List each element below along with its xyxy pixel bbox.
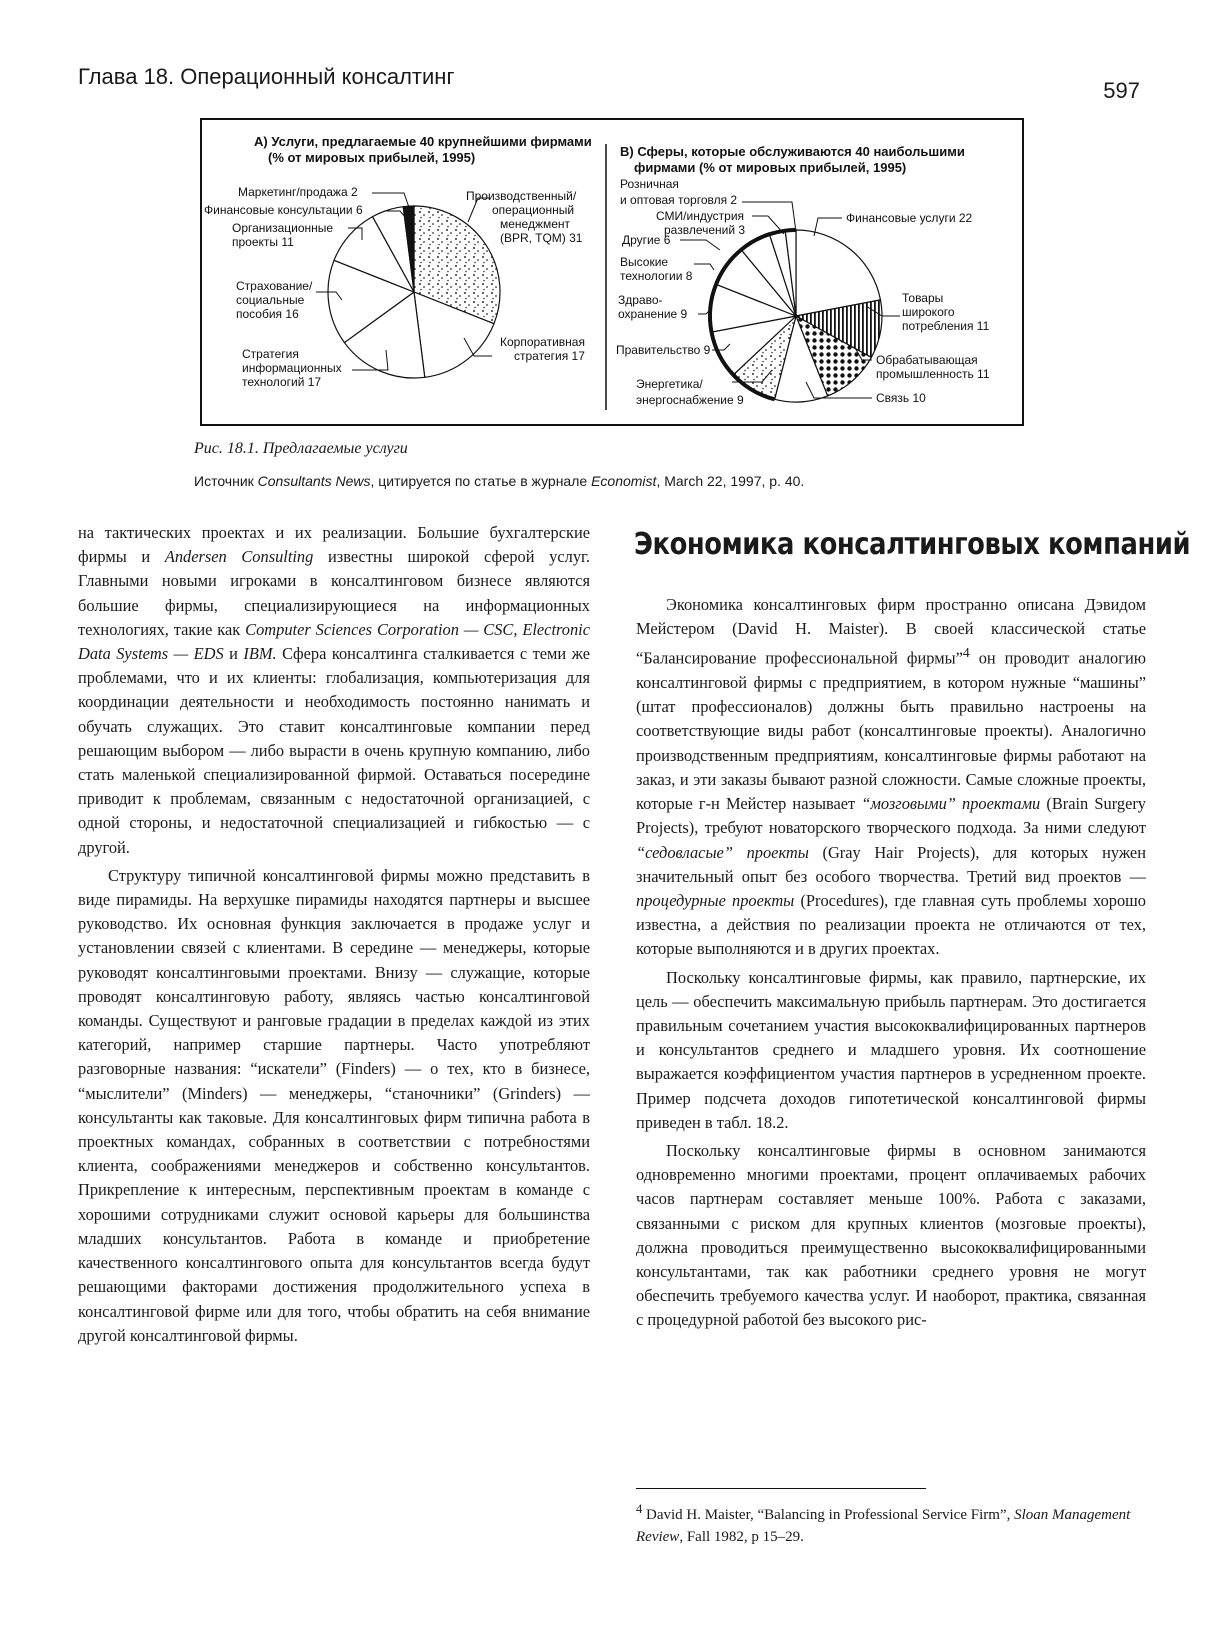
italic-run: “мозговыми” проектами	[861, 794, 1041, 814]
text-run: , Fall 1982, p 15–29.	[679, 1529, 804, 1545]
italic-run: IBM.	[243, 644, 277, 664]
label-consumer-2: широкого	[902, 305, 955, 319]
label-corp-1: Корпоративная	[500, 335, 585, 349]
section-heading: Экономика консалтинговых компаний	[634, 527, 1191, 562]
text-run: известны широкой сферой услуг. Главными новыми игроками в консалтинговом бизнесе являются большие фирмы, специализирующиеся на информационных технологиях, такие как	[78, 547, 590, 639]
label-insurance-1: Страхование/	[236, 279, 313, 293]
label-marketing: Маркетинг/продажа 2	[238, 185, 358, 199]
label-media-2: развлечений 3	[664, 223, 746, 237]
label-manuf-1: Обрабатывающая	[876, 353, 978, 367]
page-number: 597	[1103, 78, 1140, 103]
source-journal: Economist	[591, 473, 657, 489]
figure-source	[194, 473, 804, 489]
pie-rim-розничная-и-оптовая-торговля	[785, 230, 796, 231]
label-corp-2: стратегия 17	[514, 349, 585, 363]
label-prod-2: операционный	[492, 203, 575, 217]
label-insurance-2: социальные	[236, 293, 305, 307]
text-run: (Brain Surgery Projects), требуют новаторского творческого подхода. За ними следуют	[636, 794, 1146, 838]
label-insurance-3: пособия 16	[236, 307, 299, 321]
label-fin-services: Финансовые услуги 22	[846, 211, 973, 225]
right-column	[636, 593, 1146, 1333]
text-run: и	[223, 644, 244, 664]
label-prod-4: (BPR, TQM) 31	[500, 231, 583, 245]
italic-run: процедурные проекты	[636, 890, 795, 910]
figure-box	[200, 118, 1024, 426]
label-health-2: охранение 9	[618, 307, 688, 321]
label-hitech-2: технологии 8	[620, 269, 693, 283]
label-other: Другие 6	[622, 233, 671, 247]
right-paragraph-1	[636, 593, 1146, 962]
label-prod-3: менеджмент	[500, 217, 571, 231]
text-run: Сфера консалтинга сталкивается с теми же проблемами, что и их клиенты: глобализация, компьютеризация для координации деятельности и необходимость постоянно нанимать и обучать служащих. Это ставит консалтинговые компании перед решающим выбором — либо вырасти в очень крупную компанию, либо стать маленькой специализированной фирмой. Оставаться посередине приводит к проблемам, связанным с недостаточной организацией, с одной стороны, и недостаточной специализацией и гибкостью — с другой.	[78, 644, 590, 857]
text-run: Экономика консалтинговых фирм пространно описана Дэвидом Мейстером (David H. Maister). В своей классической статье “Балансирование профессиональной фирмы”	[636, 595, 1146, 668]
label-consumer-3: потребления 11	[902, 319, 990, 333]
text-run: на тактических проектах и их реализации. Большие бухгалтерские фирмы и	[78, 523, 590, 567]
source-name: Consultants News	[257, 473, 371, 489]
text-run: (Procedures), где главная суть проблемы хорошо известна, а действия по реализации проекта не отличаются от тех, которые выполняются и в других проектах.	[636, 890, 1146, 959]
chart-b-title-2: фирмами (% от мировых прибылей, 1995)	[634, 160, 907, 175]
italic-run: Computer Sciences Corporation — CSC, Electronic Data Systems — EDS	[78, 619, 590, 664]
label-government: Правительство 9	[616, 343, 711, 357]
source-mid: , цитируется по статье в журнале	[370, 473, 592, 489]
label-retail-2: и оптовая торговля 2	[620, 193, 738, 207]
label-org-2: проекты 11	[232, 235, 294, 249]
right-paragraph-3: Поскольку консалтинговые фирмы в основном занимаются одновременно многими проектами, процент оплачиваемых рабочих часов партнерам составляет меньше 100%. Работа с заказами, связанными с риском для крупных клиентов (мозговые проекты), должна проводиться преимущественно высококвалифицированными консультантами, так как работники среднего уровня не могут обеспечить требуемого качества услуг. И наоборот, практика, связанная с процедурной работой без высокого рис-	[636, 1140, 1146, 1330]
pie-b	[710, 230, 882, 402]
left-paragraph-2: Структуру типичной консалтинговой фирмы можно представить в виде пирамиды. На верхушке пирамиды находятся партнеры и высшее руководство. Их основная функция заключается в продаже услуг и установлении связей с клиентами. В середине — менеджеры, которые руководят консалтинговыми проектами. Внизу — служащие, которые проводят консалтинговую работу, являясь частью консалтинговой команды. Существуют и ранговые градации в пределах каждой из этих категорий, например старшие партнеры. Часто употребляют разговорные названия: “искатели” (Finders) — о тех, кто в бизнесе, “мыслители” (Minders) — менеджеры, “станочники” (Grinders) — консультанты как таковые. Для консалтинговых фирм типична работа в проектных командах, собранных в соответствии с потребностями клиента, соображениями менеджеров и собственно консультантов. Прикрепление к интересным, перспективным проектам в команде с хорошими сотрудниками служит основой карьеры для большинства младших консультантов. Работа в команде и приобретение качественного консалтингового опыта для консультантов всегда будут решающими факторами достижения продолжительного успеха в консалтинговой фирме или для того, чтобы обратить на себя внимание другой консалтинговой фирмы.	[78, 865, 590, 1345]
figure-caption: Рис. 18.1. Предлагаемые услуги	[194, 440, 408, 457]
right-paragraph-2: Поскольку консалтинговые фирмы, как правило, партнерские, их цель — обеспечить максимальную прибыль партнерам. Это достигается правильным сочетанием участия высококвалифицированных партнеров и консультантов среднего и младшего уровня. Их соотношение выражается коэффициентом участия партнеров в усредненном проекте. Пример подсчета доходов гипотетической консалтинговой фирмы приведен в табл. 18.2.	[636, 967, 1146, 1132]
label-energy-2: энергоснабжение 9	[636, 393, 744, 407]
label-communications: Связь 10	[876, 391, 926, 405]
footnote-number: 4	[636, 1502, 643, 1516]
chapter-header: Глава 18. Операционный консалтинг	[78, 64, 455, 89]
label-health-1: Здраво-	[618, 293, 663, 307]
pie-charts	[202, 120, 1022, 424]
label-manuf-2: промышленность 11	[876, 367, 990, 381]
label-retail-1: Розничная	[620, 177, 679, 191]
chart-a-title-1: А) Услуги, предлагаемые 40 крупнейшими фирмами	[254, 134, 592, 149]
label-it-2: информационных	[242, 361, 342, 375]
label-org-1: Организационные	[232, 221, 334, 235]
text-run: он проводит аналогию консалтинговой фирмы с предприятием, в котором нужные “машины” (штат профессионалов) должны быть правильно настроены на соответствующие виды работ (консалтинговые проекты). Аналогично производственным предприятиям, консалтинговые фирмы работают на заказ, и эти заказы бывают разной сложности. Самые сложные проекты, которые г-н Мейстер называет	[636, 648, 1146, 814]
source-suffix: , March 22, 1997, p. 40.	[656, 473, 805, 489]
footnote-ref: 4	[962, 645, 970, 661]
label-it-3: технологий 17	[242, 375, 322, 389]
label-energy-1: Энергетика/	[636, 377, 703, 391]
italic-run: Andersen Consulting	[164, 547, 314, 567]
source-prefix: Источник	[194, 473, 258, 489]
italic-run: “седовласые” проекты	[636, 842, 809, 862]
label-consumer-1: Товары	[902, 291, 944, 305]
left-paragraph-1	[78, 521, 590, 860]
label-finance-consulting: Финансовые консультации 6	[204, 203, 363, 217]
text-run: David H. Maister, “Balancing in Professional Service Firm”,	[642, 1507, 1015, 1523]
text-run: (Gray Hair Projects), для которых нужен значительный опыт без особого творчества. Третий вид проектов —	[636, 842, 1146, 886]
label-it-1: Стратегия	[242, 347, 299, 361]
label-hitech-1: Высокие	[620, 255, 669, 269]
pie-a	[328, 206, 500, 378]
italic-run: Sloan Management Review	[636, 1507, 1131, 1545]
label-prod-1: Производственный/	[466, 189, 577, 203]
footnote-rule	[636, 1488, 926, 1489]
chart-b-title-1: В) Сферы, которые обслуживаются 40 наибольшими	[620, 144, 965, 159]
footnote	[636, 1498, 1146, 1548]
left-column	[78, 521, 590, 1348]
chart-a-title-2: (% от мировых прибылей, 1995)	[268, 150, 476, 165]
label-media-1: СМИ/индустрия	[656, 209, 745, 223]
